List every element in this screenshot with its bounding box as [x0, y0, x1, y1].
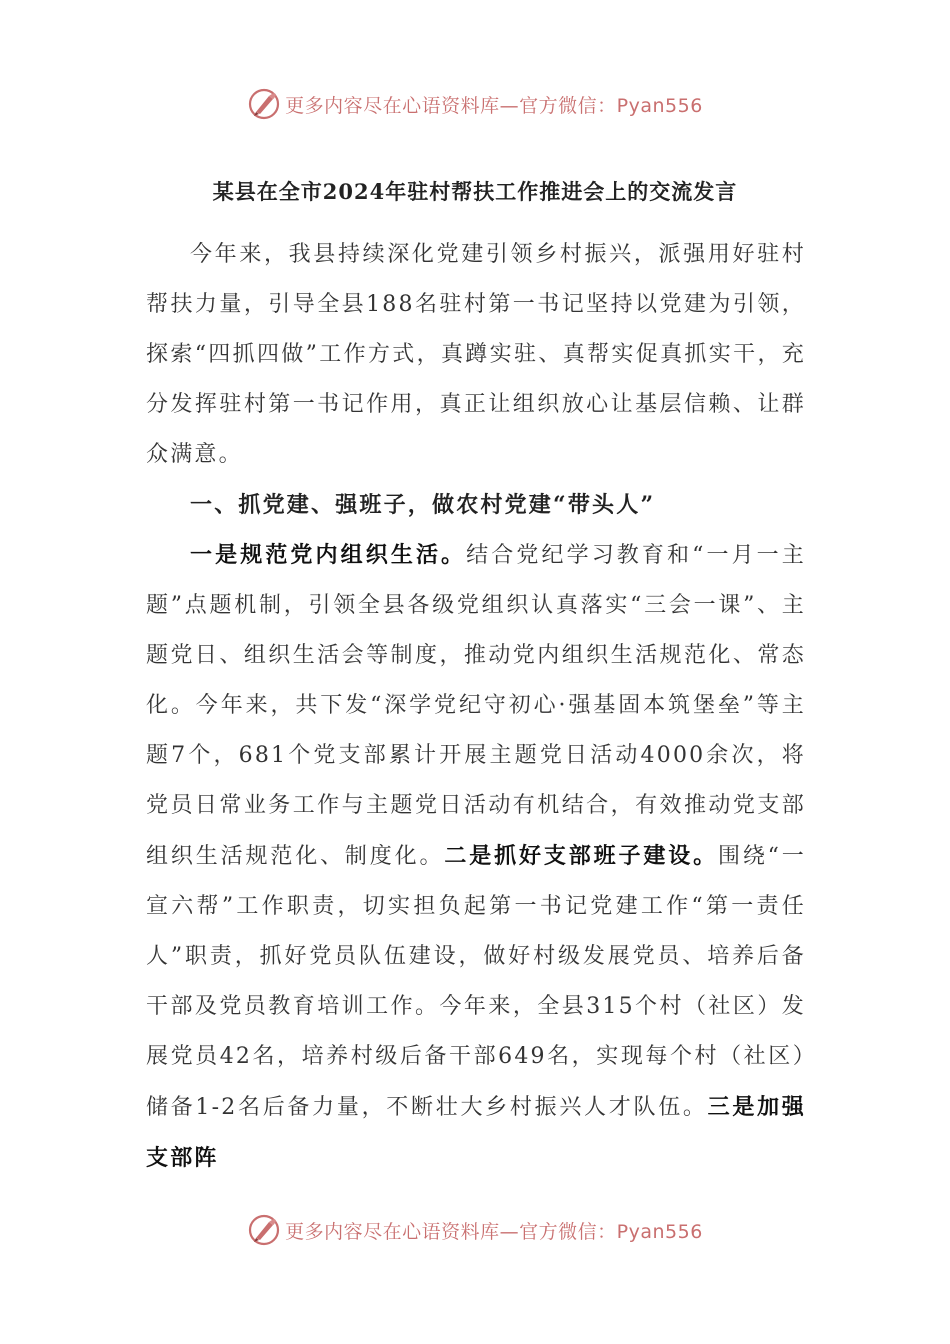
- point-2-lead: 二是抓好支部班子建设。: [444, 843, 718, 869]
- quill-pen-logo-icon: [247, 1213, 281, 1247]
- document-title: 某县在全市2024年驻村帮扶工作推进会上的交流发言: [212, 179, 738, 204]
- watermark-footer: [0, 1210, 950, 1250]
- point-1-lead: 一是规范党内组织生活。: [190, 542, 467, 568]
- watermark-text: 更多内容尽在心语资料库—官方微信：Pyan556: [285, 1220, 703, 1243]
- point-3-lead: 三是加强支部阵: [146, 1094, 806, 1171]
- point-1-body: 结合党纪学习教育和“一月一主题”点题机制，引领全县各级党组织认真落实“三会一课”、主题党日、组织生活会等制度，推动党内组织生活规范化、常态化。今年来，共下发“深学党纪守初心·强基固本筑堡垒”等主题7个，681个党支部累计开展主题党日活动4000余次，将党员日常业务工作与主题党日活动有机结合，有效推动党支部组织生活规范化、制度化。: [146, 543, 806, 869]
- section-paragraph: [146, 530, 806, 1184]
- quill-pen-logo-icon: [247, 87, 281, 121]
- point-2-body: 围绕“一宣六帮”工作职责，切实担负起第一书记党建工作“第一责任人”职责，抓好党员队伍建设，做好村级发展党员、培养后备干部及党员教育培训工作。今年来，全县315个村（社区）发展党员42名，培养村级后备干部649名，实现每个村（社区）储备1-2名后备力量，不断壮大乡村振兴人才队伍。: [146, 844, 806, 1120]
- document-body: [146, 230, 806, 1184]
- section-heading: 一、抓党建、强班子，做农村党建“带头人”: [190, 492, 656, 518]
- watermark-header: [0, 84, 950, 124]
- intro-paragraph: 今年来，我县持续深化党建引领乡村振兴，派强用好驻村帮扶力量，引导全县188名驻村第一书记坚持以党建为引领，探索“四抓四做”工作方式，真蹲实驻、真帮实促真抓实干，充分发挥驻村第一书记作用，真正让组织放心让基层信赖、让群众满意。: [146, 242, 806, 467]
- watermark-text: 更多内容尽在心语资料库—官方微信：Pyan556: [285, 94, 703, 117]
